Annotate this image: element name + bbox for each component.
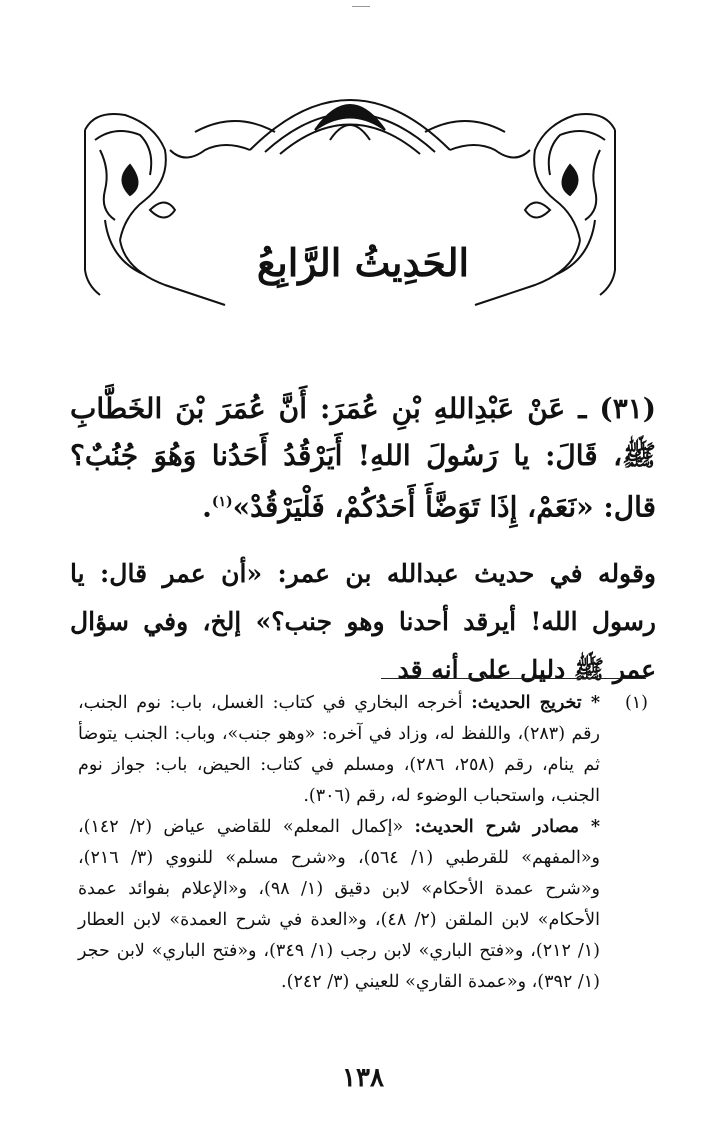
takhrij-text: أخرجه البخاري في كتاب: الغسل، باب: نوم الجنب، رقم (٢٨٣)، واللفظ له، وزاد في آخره: «وهو جنب»، وباب: الجنب يتوضأ ثم ينام، رقم (٢٥٨، ٢٨٦)، ومسلم في كتاب: الحيض، باب: جواز نوم الجنب، واستحباب الوضوء له، رقم (٣٠٦). <box>78 693 600 806</box>
chapter-title: الحَدِيثُ الرَّابِعُ <box>256 240 470 285</box>
sources-text: «إكمال المعلم» للقاضي عياض (٢/ ١٤٢)، و«المفهم» للقرطبي (١/ ٥٦٤)، و«شرح مسلم» للنووي (٣/ ٢١٦)، و«شرح عمدة الأحكام» لابن دقيق (١/ ٩٨)، و«الإعلام بفوائد عمدة الأحكام» لابن الملقن (٢/ ٤٨)، و«العدة في شرح العمدة» لابن العطار (١/ ٢١٢)، و«فتح الباري» لابن رجب (١/ ٣٤٩)، و«فتح الباري» لابن حجر (١/ ٣٩٢)، و«عمدة القاري» للعيني (٣/ ٢٤٢). <box>78 817 600 992</box>
sources-label: * مصادر شرح الحديث: <box>414 817 600 837</box>
top-mark <box>352 6 370 7</box>
footnote-reference[interactable]: (١) <box>211 494 233 510</box>
hadith-text-block <box>70 385 656 530</box>
hadith-end: . <box>202 490 212 524</box>
sources-paragraph <box>78 812 600 998</box>
commentary-paragraph: وقوله في حديث عبدالله بن عمر: «أن عمر قال: يا رسول الله! أيرقد أحدنا وهو جنب؟» إلخ، وفي سؤال عمر ﷺ دليل على أنه قد <box>70 559 656 684</box>
footnote-separator <box>381 678 646 679</box>
hadith-text: عَنْ عَبْدِاللهِ بْنِ عُمَرَ: أَنَّ عُمَرَ بْنَ الخَطَّابِ ﷺ، قَالَ: يا رَسُولَ اللهِ! أَيَرْقُدُ أَحَدُنا وَهُوَ جُنُبٌ؟ قال: «نَعَمْ، إِذَا تَوَضَّأَ أَحَدُكُمْ، فَلْيَرْقُدْ» <box>70 392 656 524</box>
footnote-1 <box>78 688 648 998</box>
takhrij-label: * تخريج الحديث: <box>471 693 600 713</box>
footnotes <box>78 688 648 998</box>
page-number: ١٣٨ <box>342 1063 384 1093</box>
takhrij-paragraph <box>78 688 600 812</box>
hadith-number: (٣١) ـ <box>578 392 657 425</box>
footnote-number: (١) <box>624 693 648 713</box>
footnote-body <box>78 688 600 998</box>
